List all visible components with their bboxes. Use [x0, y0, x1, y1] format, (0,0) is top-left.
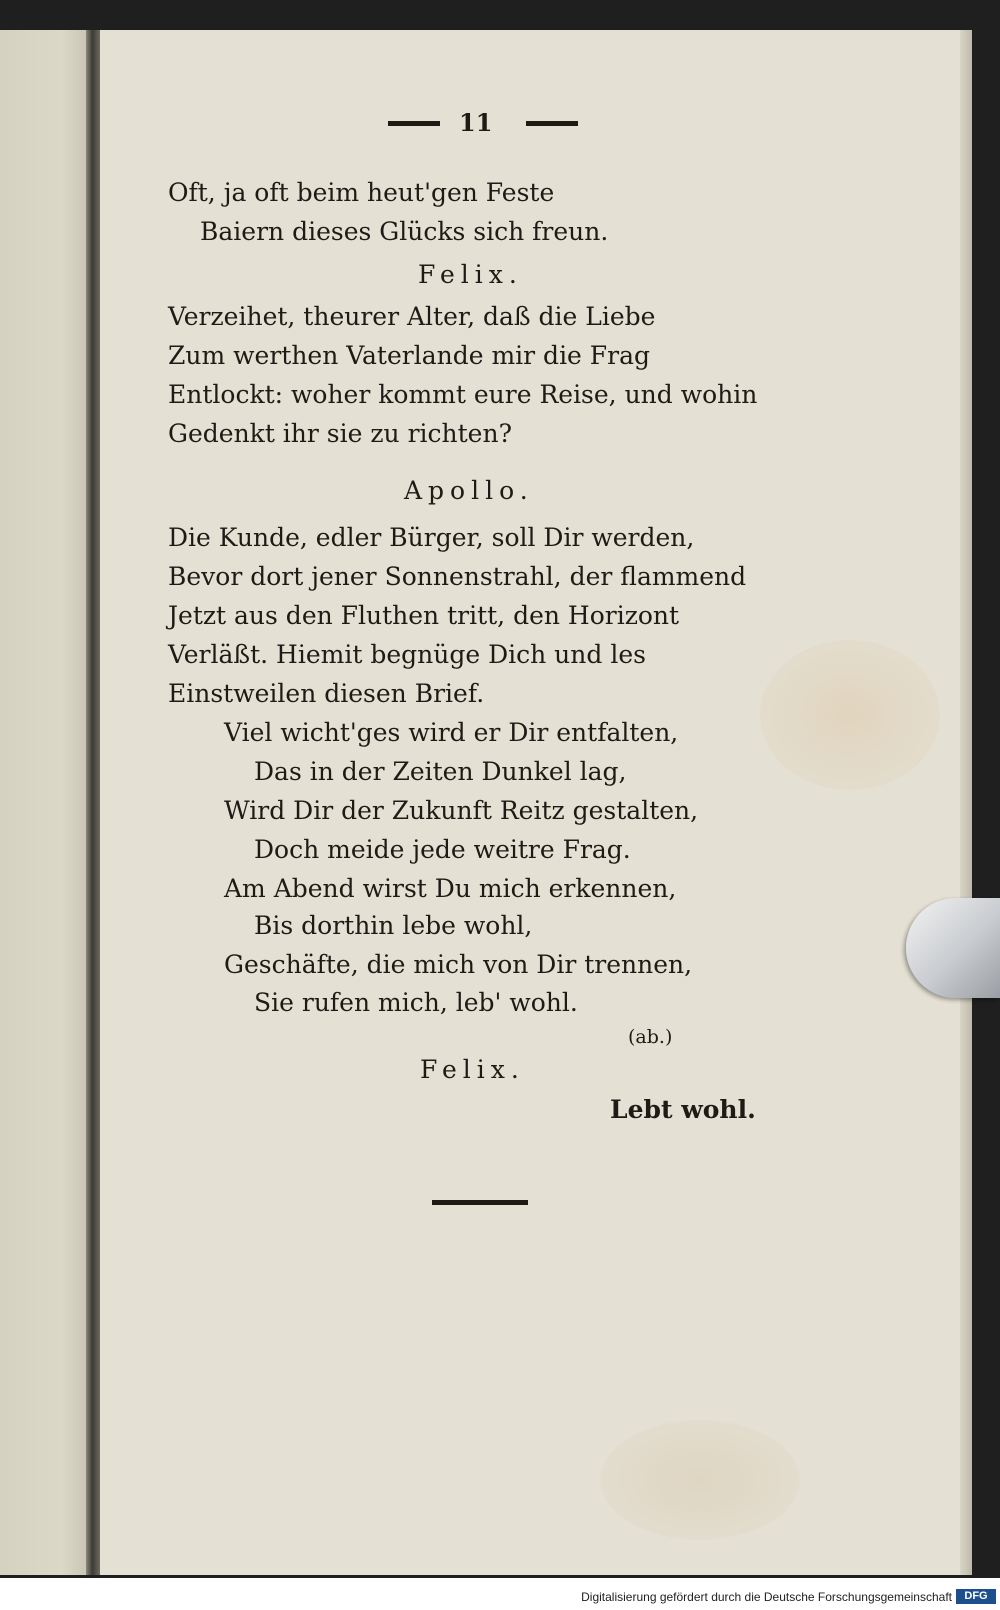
verse-line: Wird Dir der Zukunft Reitz gestalten,	[224, 796, 699, 825]
verse-line: Bevor dort jener Sonnenstrahl, der flammend	[168, 562, 747, 591]
verse-line: Bis dorthin lebe wohl,	[254, 911, 533, 940]
dfg-logo: DFG	[956, 1589, 996, 1604]
footer-credit: Digitalisierung gefördert durch die Deutsche Forschungsgemeinschaft	[581, 1590, 952, 1604]
paper-clip	[906, 898, 1000, 998]
verse-line: Einstweilen diesen Brief.	[168, 679, 485, 708]
header-dash-left	[388, 121, 440, 126]
verse-line: Geschäfte, die mich von Dir trennen,	[224, 950, 693, 979]
end-rule	[432, 1200, 528, 1205]
facing-page	[0, 30, 88, 1575]
verse-line: Jetzt aus den Fluthen tritt, den Horizont	[168, 601, 680, 630]
verse-line: Viel wicht'ges wird er Dir entfalten,	[224, 718, 679, 747]
book-gutter	[86, 30, 100, 1575]
paper-stain	[600, 1420, 800, 1540]
page-edge	[960, 30, 972, 1575]
stage-direction: (ab.)	[628, 1026, 673, 1048]
verse-line: Das in der Zeiten Dunkel lag,	[254, 757, 627, 786]
verse-line: Gedenkt ihr sie zu richten?	[168, 419, 512, 448]
page-number: 11	[459, 108, 493, 137]
paper-stain	[760, 640, 940, 790]
speaker-name: Felix.	[420, 1055, 525, 1084]
verse-line: Verzeihet, theurer Alter, daß die Liebe	[168, 302, 656, 331]
verse-line: Zum werthen Vaterlande mir die Frag	[168, 341, 651, 370]
verse-line: Sie rufen mich, leb' wohl.	[254, 988, 578, 1017]
verse-line: Entlockt: woher kommt eure Reise, und wohin	[168, 380, 758, 409]
verse-line: Doch meide jede weitre Frag.	[254, 835, 631, 864]
verse-line: Am Abend wirst Du mich erkennen,	[224, 874, 677, 903]
verse-line: Verläßt. Hiemit begnüge Dich und les	[168, 640, 646, 669]
verse-line: Oft, ja oft beim heut'gen Feste	[168, 178, 555, 207]
speaker-name: Felix.	[418, 260, 523, 289]
header-dash-right	[526, 121, 578, 126]
verse-line: Die Kunde, edler Bürger, soll Dir werden,	[168, 523, 695, 552]
verse-line: Lebt wohl.	[610, 1095, 756, 1124]
speaker-name: Apollo.	[404, 476, 534, 505]
verse-line: Baiern dieses Glücks sich freun.	[200, 217, 609, 246]
